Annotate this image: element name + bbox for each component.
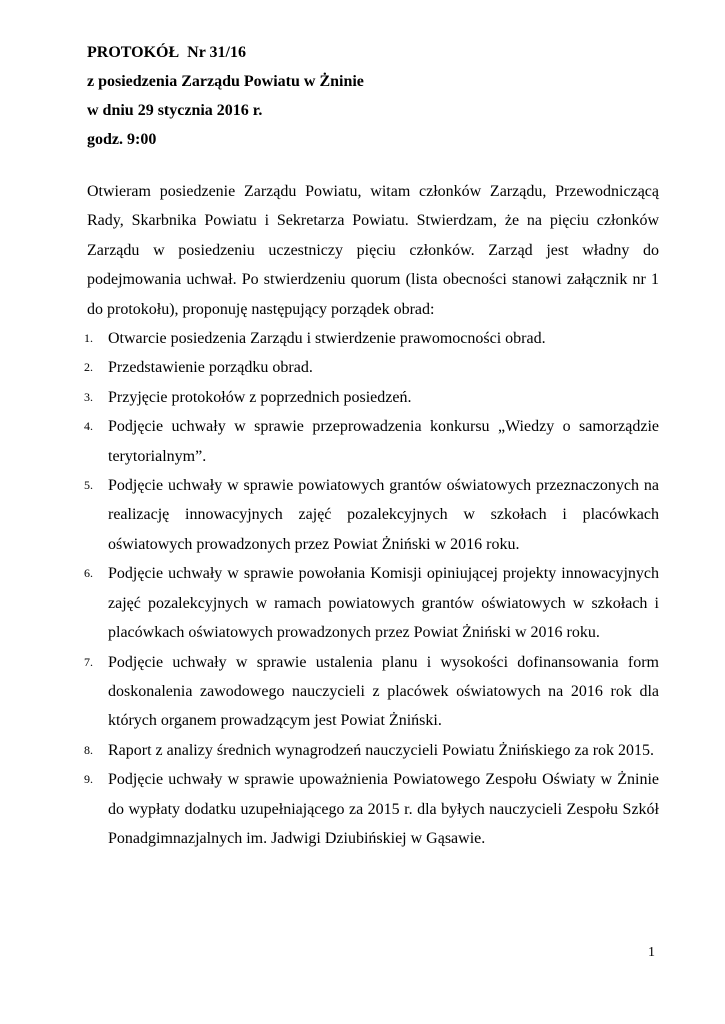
intro-paragraph: Otwieram posiedzenie Zarządu Powiatu, witam członków Zarządu, Przewodniczącą Rady, Skarbnika Powiatu i Sekretarza Powiatu. Stwierdzam, że na pięciu członków Zarządu w posiedzeniu uczestniczy pięciu członków. Zarząd jest władny do podejmowania uchwał. Po stwierdzeniu quorum (lista obecności stanowi załącznik nr 1 do protokołu), proponuję następujący porządek obrad: (87, 183, 659, 318)
agenda-item-text: Podjęcie uchwały w sprawie ustalenia planu i wysokości dofinansowania form doskonalenia zawodowego nauczycieli z placówek oświatowych na 2016 rok dla których organem prowadzącym jest Powiat Żniński. (108, 653, 659, 730)
agenda-item-text: Podjęcie uchwały w sprawie upoważnienia Powiatowego Zespołu Oświaty w Żninie do wypłaty dodatku uzupełniającego za 2015 r. dla byłych nauczycieli Zespołu Szkół Ponadgimnazjalnych im. Jadwigi Dziubińskiej w Gąsawie. (108, 771, 659, 847)
agenda-item-number: 4. (84, 419, 93, 434)
agenda-item (84, 559, 659, 647)
agenda-item (84, 648, 659, 736)
page-number: 1 (648, 945, 655, 960)
agenda-item-number: 9. (84, 772, 93, 787)
agenda-item-number: 8. (84, 742, 93, 757)
agenda-item-text: Przedstawienie porządku obrad. (108, 359, 313, 377)
agenda-item-number: 5. (84, 478, 93, 493)
agenda-item (84, 736, 659, 765)
agenda-item-text: Otwarcie posiedzenia Zarządu i stwierdzenie prawomocności obrad. (108, 330, 546, 348)
agenda-item-text: Raport z analizy średnich wynagrodzeń nauczycieli Powiatu Żnińskiego za rok 2015. (108, 741, 655, 759)
agenda-item-number: 6. (84, 566, 93, 581)
protocol-title: PROTOKÓŁ Nr 31/16 (87, 44, 246, 61)
agenda-item (84, 383, 659, 412)
meeting-date: w dniu 29 stycznia 2016 r. (87, 102, 263, 119)
meeting-subtitle: z posiedzenia Zarządu Powiatu w Żninie (87, 73, 364, 90)
agenda-item-text: Podjęcie uchwały w sprawie powiatowych grantów oświatowych przeznaczonych na realizację innowacyjnych zajęć pozalekcyjnych w szkołach i placówkach oświatowych prowadzonych przez Powiat Żniński w 2016 roku. (108, 477, 659, 553)
agenda-item (84, 412, 659, 471)
agenda-item (84, 324, 659, 353)
agenda-item-text: Przyjęcie protokołów z poprzednich posiedzeń. (108, 388, 412, 406)
meeting-time: godz. 9:00 (87, 131, 157, 148)
document-page (84, 38, 659, 853)
agenda-item-number: 7. (84, 654, 93, 669)
agenda-list (84, 324, 659, 853)
protocol-header (87, 38, 659, 154)
agenda-item-text: Podjęcie uchwały w sprawie powołania Komisji opiniującej projekty innowacyjnych zajęć pozalekcyjnych w ramach powiatowych grantów oświatowych w szkołach i placówkach oświatowych prowadzonych przez Powiat Żniński w 2016 roku. (108, 565, 659, 642)
agenda-item (84, 765, 659, 853)
agenda-item (84, 353, 659, 382)
agenda-item-text: Podjęcie uchwały w sprawie przeprowadzenia konkursu „Wiedzy o samorządzie terytorialnym”. (108, 418, 659, 465)
agenda-item-number: 3. (84, 389, 93, 404)
agenda-item (84, 471, 659, 559)
agenda-item-number: 2. (84, 360, 93, 375)
agenda-item-number: 1. (84, 331, 93, 346)
